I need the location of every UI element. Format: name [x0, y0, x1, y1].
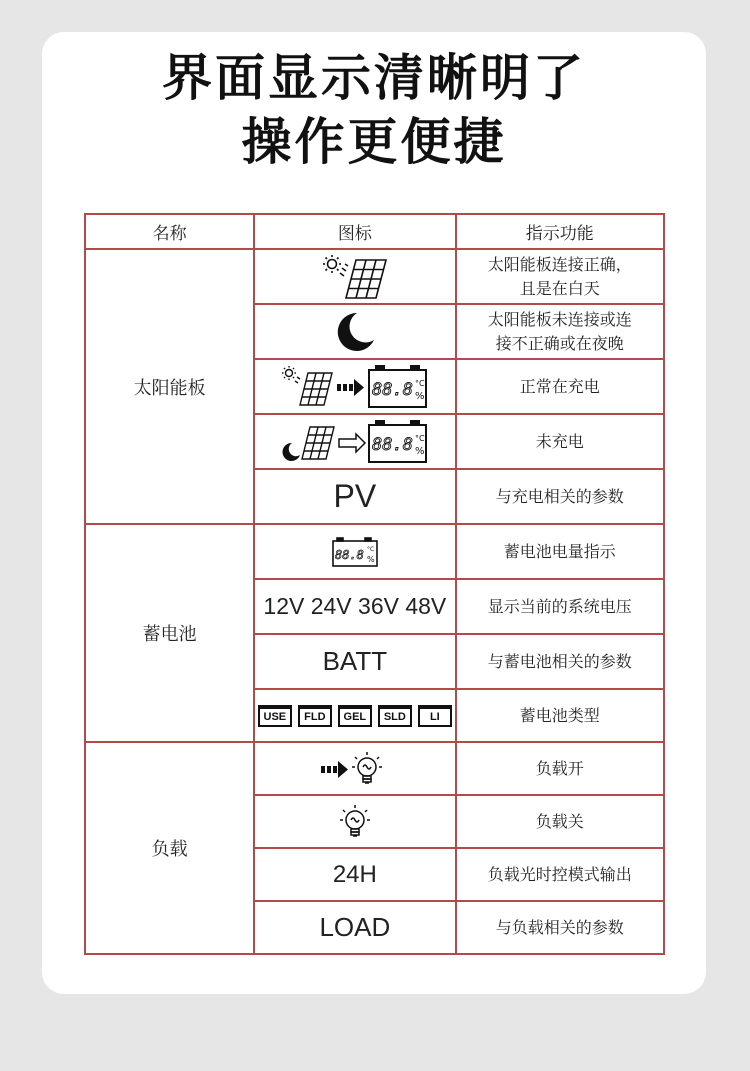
column-header-icon: 图标 [254, 214, 455, 249]
function-text: 未充电 [456, 414, 664, 469]
group-load: 负载 [85, 742, 254, 954]
system-voltage-labels: 12V 24V 36V 48V [254, 579, 455, 634]
function-text: 太阳能板未连接或连 接不正确或在夜晚 [456, 304, 664, 359]
battery-type-fld-icon: FLD [298, 705, 332, 727]
table-row [85, 524, 664, 579]
svg-text:°C: °C [414, 378, 425, 388]
not-charging-icon [254, 414, 455, 469]
battery-type-li-icon: LI [418, 705, 452, 727]
battery-type-icons [254, 689, 455, 742]
timer-24h-label: 24H [254, 848, 455, 901]
function-text: 显示当前的系统电压 [456, 579, 664, 634]
headline-line-1: 界面显示清晰明了 [162, 49, 586, 107]
group-solar-panel: 太阳能板 [85, 249, 254, 524]
group-battery: 蓄电池 [85, 524, 254, 742]
charging-icon [254, 359, 455, 414]
battery-type-use-icon: USE [258, 705, 292, 727]
svg-text:°C: °C [366, 545, 375, 553]
indicator-table [84, 213, 665, 955]
battery-level-icon [254, 524, 455, 579]
headline-line-2: 操作更便捷 [241, 113, 507, 171]
function-text: 负载光时控模式输出 [456, 848, 664, 901]
table-row [85, 742, 664, 795]
function-text: 与充电相关的参数 [456, 469, 664, 524]
column-header-name: 名称 [85, 214, 254, 249]
table-row [85, 249, 664, 304]
svg-text:%: % [366, 554, 375, 564]
battery-type-sld-icon: SLD [378, 705, 412, 727]
svg-text:88.8: 88.8 [334, 547, 364, 562]
svg-text:%: % [414, 445, 425, 457]
load-label: LOAD [254, 901, 455, 954]
function-text: 与负载相关的参数 [456, 901, 664, 954]
table-header-row [85, 214, 664, 249]
svg-text:88.8: 88.8 [371, 434, 413, 455]
function-text: 蓄电池电量指示 [456, 524, 664, 579]
column-header-function: 指示功能 [456, 214, 664, 249]
svg-text:°C: °C [414, 433, 425, 443]
function-text: 负载开 [456, 742, 664, 795]
svg-text:88.8: 88.8 [371, 379, 413, 400]
moon-icon [254, 304, 455, 359]
load-on-icon [254, 742, 455, 795]
batt-label: BATT [254, 634, 455, 689]
function-text: 负载关 [456, 795, 664, 848]
function-text: 与蓄电池相关的参数 [456, 634, 664, 689]
pv-label: PV [254, 469, 455, 524]
battery-type-gel-icon: GEL [338, 705, 372, 727]
function-text: 正常在充电 [456, 359, 664, 414]
function-text: 蓄电池类型 [456, 689, 664, 742]
sun-panel-icon [254, 249, 455, 304]
bulb-icon [254, 795, 455, 848]
svg-text:%: % [414, 390, 425, 402]
function-text: 太阳能板连接正确， 且是在白天 [456, 249, 664, 304]
